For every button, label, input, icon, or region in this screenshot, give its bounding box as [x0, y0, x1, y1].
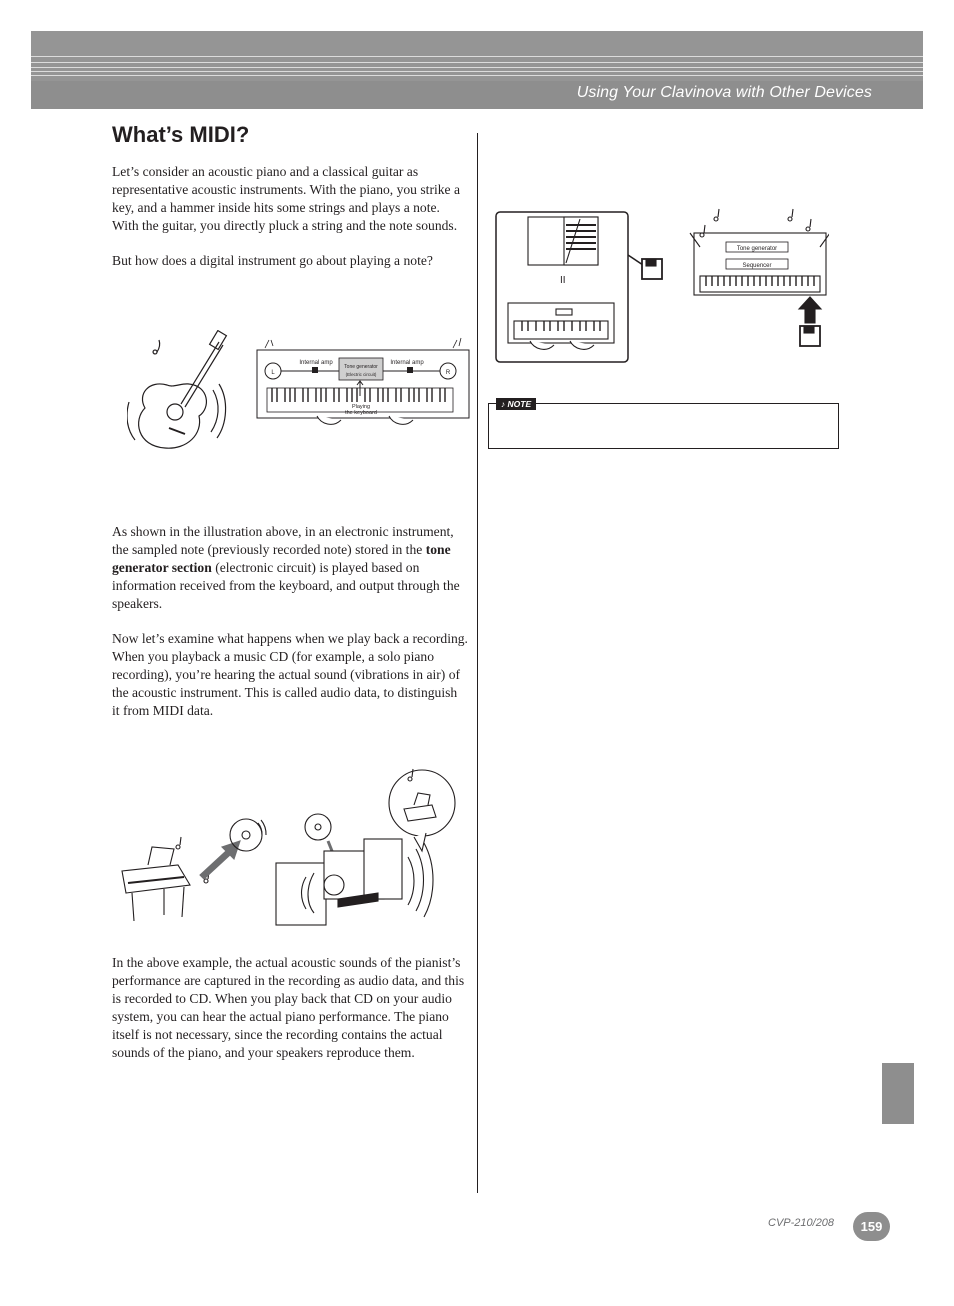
- header-line: [31, 67, 923, 68]
- stereo-system-illustration: [276, 839, 433, 925]
- model-name: CVP-210/208: [768, 1217, 835, 1229]
- tone-generator-device-illustration: [690, 209, 829, 295]
- page-number: 159: [853, 1212, 890, 1241]
- speaker-right-label: R: [445, 370, 451, 376]
- guitar-keyboard-illustration: [127, 330, 472, 455]
- audio-data-paragraph: In the above example, the actual acoustic sounds of the pianist’s performance are captured in the recording as audio data, and this is recorded to CD. When you play back that CD on your audio system, you can hear the actual piano performance. The piano itself is not necessary, since the recording contains the actual sounds of the piano, and your speakers reproduce them.: [112, 955, 465, 1060]
- chapter-tab-marker: [882, 1063, 914, 1124]
- tone-generator-label: Tone generator: [344, 364, 378, 370]
- floppy-disk-icon: [642, 259, 662, 279]
- sequencer-illustration: [494, 205, 829, 365]
- keyboard-label: the keyboard: [345, 410, 377, 416]
- note-badge-label: NOTE: [507, 399, 532, 409]
- section-title: Using Your Clavinova with Other Devices: [576, 84, 872, 101]
- page-heading: What’s MIDI?: [112, 122, 250, 147]
- internal-amp-right-label: Internal amp: [390, 360, 424, 366]
- recording-arrow: [200, 841, 240, 879]
- internal-amp-left-label: Internal amp: [299, 360, 333, 366]
- floppy-disk-icon-2: [800, 326, 820, 346]
- keyboard-illustration: [257, 338, 469, 424]
- upload-arrow: [799, 297, 821, 323]
- header-line: [31, 62, 923, 63]
- tone-paragraph-end: (electronic circuit) is played based on information received from the keyboard, and output through the speakers.: [112, 559, 460, 611]
- column-divider: [477, 133, 478, 1193]
- speaker-left-label: L: [271, 370, 275, 376]
- header-line: [31, 56, 923, 57]
- playing-label: Playing: [351, 404, 371, 410]
- clavinova-keyboard-illustration: [508, 303, 614, 349]
- intro-paragraph: Let’s consider an acoustic piano and a classical guitar as representative acoustic instruments. With the piano, you strike a key, and a hammer inside hits some strings and plays a note. With the guitar, you directly pluck a string and the note sounds.: [112, 164, 461, 233]
- guitar-illustration: [127, 331, 226, 449]
- note-box: [488, 403, 839, 449]
- question-paragraph: But how does a digital instrument go about playing a note?: [112, 253, 433, 268]
- header-line: [31, 75, 923, 76]
- tone-generator-paragraph: [112, 523, 468, 613]
- tone-generator-term: tone generator section: [112, 541, 451, 575]
- note-badge: ♪ NOTE: [496, 398, 536, 410]
- tone-generator-device-label: Tone generator: [736, 246, 778, 252]
- header-line: [31, 71, 923, 72]
- cd-disc-icon-2: [305, 814, 332, 851]
- cd-recording-illustration: [118, 765, 463, 945]
- sequencer-label: Sequencer: [742, 263, 772, 269]
- electric-circuit-label: (Electric circuit): [345, 372, 377, 377]
- playback-paragraph: Now let’s examine what happens when we play back a recording. When you playback a music CD (for example, a solo piano recording), you’re hearing the actual sound (vibrations in air) of the acoustic instrument. This is called audio data, to distinguish it from MIDI data.: [112, 631, 468, 718]
- grand-piano-illustration: [122, 837, 209, 921]
- tone-paragraph-start: As shown in the illustration above, in an electronic instrument, the sampled note (previously recorded note) stored in the: [112, 524, 454, 557]
- sheet-mark-label: II: [560, 275, 566, 286]
